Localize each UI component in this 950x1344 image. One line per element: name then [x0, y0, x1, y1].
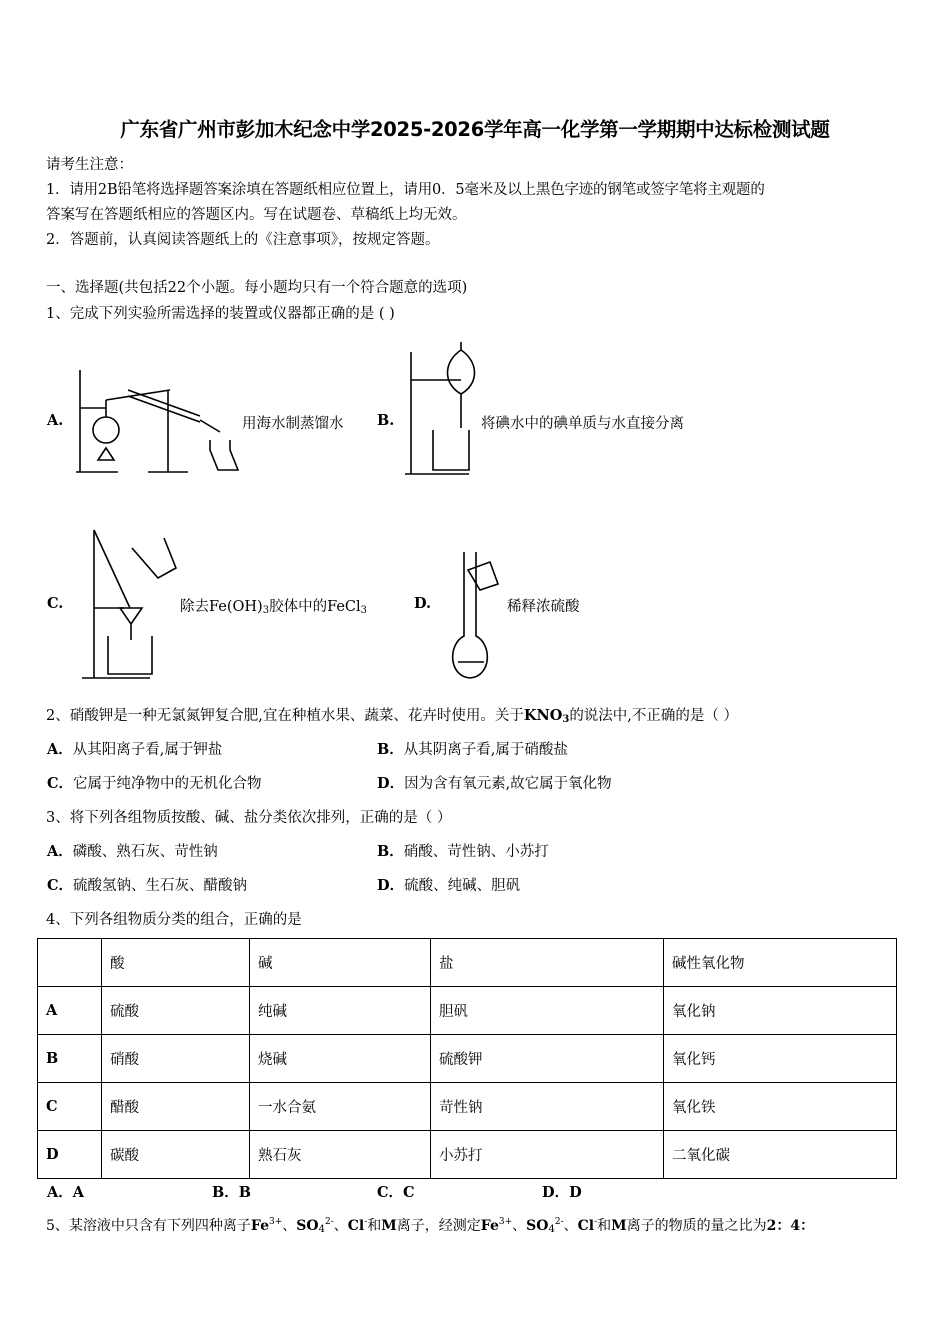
q3-option-a-text: 磷酸、熟石灰、苛性钠 [72, 844, 218, 860]
q2-stem-a: 2、硝酸钾是一种无氯氮钾复合肥,宜在种植水果、蔬菜、花卉时使用。关于 [46, 708, 524, 724]
q5-text: 离子，经测定 [396, 1218, 481, 1234]
table-header-row [38, 939, 897, 987]
table-cell: C [38, 1083, 102, 1131]
table-row [38, 1035, 897, 1083]
q5-fe-sup: 3+ [498, 1217, 513, 1227]
table-cell: 硝酸 [102, 1035, 250, 1083]
q3-option-b-letter: B． [377, 843, 404, 860]
q5-cl: Cl [347, 1218, 365, 1234]
table-header-cell: 酸 [102, 939, 250, 987]
q5-text: 、 [282, 1218, 297, 1234]
table-cell: 熟石灰 [250, 1131, 431, 1179]
q5-ratio: 2：4： [766, 1218, 815, 1234]
table-cell: 醋酸 [102, 1083, 250, 1131]
q5-fe-sup: 3+ [269, 1217, 283, 1227]
filtration-apparatus-image [80, 528, 180, 682]
q5-text: 和 [597, 1218, 612, 1234]
q5-so-sub: 4 [318, 1224, 325, 1235]
table-row [38, 1083, 897, 1131]
notice-line1a: 1．请用2B铅笔将选择题答案涂填在答题纸相应位置上，请用0．5毫米及以上黑色字迹的钢笔或签字笔将主观题的 [46, 182, 765, 198]
q5-cl-sup: - [364, 1217, 368, 1227]
table-cell: 纯碱 [250, 987, 431, 1035]
q5-so-sub: 4 [548, 1224, 555, 1235]
q5-m: M [611, 1218, 627, 1234]
table-cell: 氧化铁 [664, 1083, 897, 1131]
table-cell: 胆矾 [431, 987, 664, 1035]
q5-text: 5、某溶液中只含有下列四种离子 [46, 1218, 251, 1234]
table-cell: 氧化钙 [664, 1035, 897, 1083]
table-header-cell [38, 939, 102, 987]
q3-option-c-text: 硫酸氢钠、生石灰、醋酸钠 [73, 878, 248, 894]
q4-answer-c: C．C [377, 1184, 415, 1201]
q5-text: 离子的物质的量之比为 [626, 1218, 767, 1234]
q4-stem: 4、下列各组物质分类的组合，正确的是 [46, 912, 302, 928]
q2-kno3-sub: 3 [562, 714, 570, 725]
q5-cl: Cl [577, 1218, 595, 1234]
q1-option-a-text: 用海水制蒸馏水 [242, 416, 344, 432]
q5-text: 和 [367, 1218, 382, 1234]
q3-stem: 3、将下列各组物质按酸、碱、盐分类依次排列，正确的是（ ） [46, 810, 452, 826]
notice-line2: 2．答题前，认真阅读答题纸上的《注意事项》，按规定答题。 [46, 232, 440, 248]
q3-option-d-letter: D． [377, 877, 405, 894]
table-header-cell: 碱 [250, 939, 431, 987]
q5-cl-sup: - [594, 1217, 598, 1227]
table-header-cell: 盐 [431, 939, 664, 987]
table-cell: D [38, 1131, 102, 1179]
section-heading: 一、选择题(共包括22个小题。每小题均只有一个符合题意的选项) [46, 280, 468, 296]
q2-option-b [377, 738, 568, 759]
q5-text: 、 [563, 1218, 578, 1234]
q5-text: 、 [333, 1218, 348, 1234]
q5-so-sup: 2- [554, 1217, 564, 1227]
q4-answer-d: D．D [542, 1184, 582, 1201]
volumetric-flask-image [444, 550, 504, 682]
q3-option-c-letter: C． [47, 877, 74, 894]
q1-option-b-text: 将碘水中的碘单质与水直接分离 [481, 416, 684, 432]
q2-option-c-text: 它属于纯净物中的无机化合物 [73, 776, 262, 792]
q1-c-mid: 胶体中的FeCl [269, 599, 361, 615]
table-row [38, 1131, 897, 1179]
q4-answer-b: B．B [212, 1184, 252, 1201]
q1-c-pre: 除去Fe(OH) [180, 599, 263, 615]
q2-option-c-letter: C． [47, 775, 74, 792]
q2-option-b-text: 从其阴离子看,属于硝酸盐 [403, 742, 568, 758]
q3-option-a-letter: A． [47, 843, 73, 860]
q3-option-a [47, 840, 218, 861]
q2-option-a [47, 738, 222, 759]
q1-c-sub2: 3 [360, 605, 368, 616]
separatory-funnel-image [403, 332, 481, 480]
table-cell: 苛性钠 [431, 1083, 664, 1131]
q5-stem [46, 1215, 814, 1235]
q1-option-b-letter: B. [377, 412, 395, 429]
q2-kno3: KNO [523, 707, 563, 724]
table-cell: 硫酸钾 [431, 1035, 664, 1083]
q2-option-c [47, 772, 262, 793]
q2-option-a-letter: A． [47, 741, 73, 758]
q1-stem: 1、完成下列实验所需选择的装置或仪器都正确的是 ( ) [46, 306, 395, 322]
table-row [38, 987, 897, 1035]
page-title: 广东省广州市彭加木纪念中学2025-2026学年高一化学第一学期期中达标检测试题 [120, 118, 830, 141]
table-cell: B [38, 1035, 102, 1083]
table-header-cell: 碱性氧化物 [664, 939, 897, 987]
table-cell: 一水合氨 [250, 1083, 431, 1131]
q5-fe: Fe [250, 1218, 270, 1234]
notice-heading: 请考生注意： [46, 157, 133, 173]
q2-option-d-text: 因为含有氧元素,故它属于氧化物 [404, 776, 612, 792]
q4-answer-a: A．A [47, 1184, 85, 1201]
q3-option-d [377, 874, 520, 895]
table-cell: 氧化钠 [664, 987, 897, 1035]
q2-option-a-text: 从其阳离子看,属于钾盐 [72, 742, 223, 758]
q5-so-sup: 2- [324, 1217, 334, 1227]
distillation-apparatus-image [70, 360, 240, 480]
q5-m: M [381, 1218, 397, 1234]
table-cell: 碳酸 [102, 1131, 250, 1179]
q5-text: 、 [512, 1218, 527, 1234]
q3-option-d-text: 硫酸、纯碱、胆矾 [404, 878, 521, 894]
q1-option-d-text: 稀释浓硫酸 [507, 599, 580, 615]
table-cell: 硫酸 [102, 987, 250, 1035]
q5-fe: Fe [480, 1218, 499, 1234]
table-cell: 二氧化碳 [664, 1131, 897, 1179]
table-cell: A [38, 987, 102, 1035]
table-cell: 小苏打 [431, 1131, 664, 1179]
notice-line1b: 答案写在答题纸相应的答题区内。写在试题卷、草稿纸上均无效。 [46, 207, 467, 223]
q3-option-b-text: 硝酸、苛性钠、小苏打 [403, 844, 549, 860]
table-cell: 烧碱 [250, 1035, 431, 1083]
q2-option-b-letter: B． [377, 741, 404, 758]
q2-option-d-letter: D． [377, 775, 405, 792]
q2-stem-b: 的说法中,不正确的是（ ） [569, 708, 739, 724]
q2-stem [46, 704, 738, 725]
q2-option-d [377, 772, 612, 793]
classification-table [37, 938, 897, 1179]
q3-option-b [377, 840, 549, 861]
q1-option-c-text [180, 595, 367, 616]
q1-option-c-letter: C. [47, 595, 64, 612]
q1-c-sub: 3 [262, 605, 270, 616]
q5-so: SO [526, 1218, 549, 1234]
q1-option-a-letter: A. [47, 412, 64, 429]
q3-option-c [47, 874, 247, 895]
q1-option-d-letter: D. [414, 595, 432, 612]
q5-so: SO [296, 1218, 319, 1234]
